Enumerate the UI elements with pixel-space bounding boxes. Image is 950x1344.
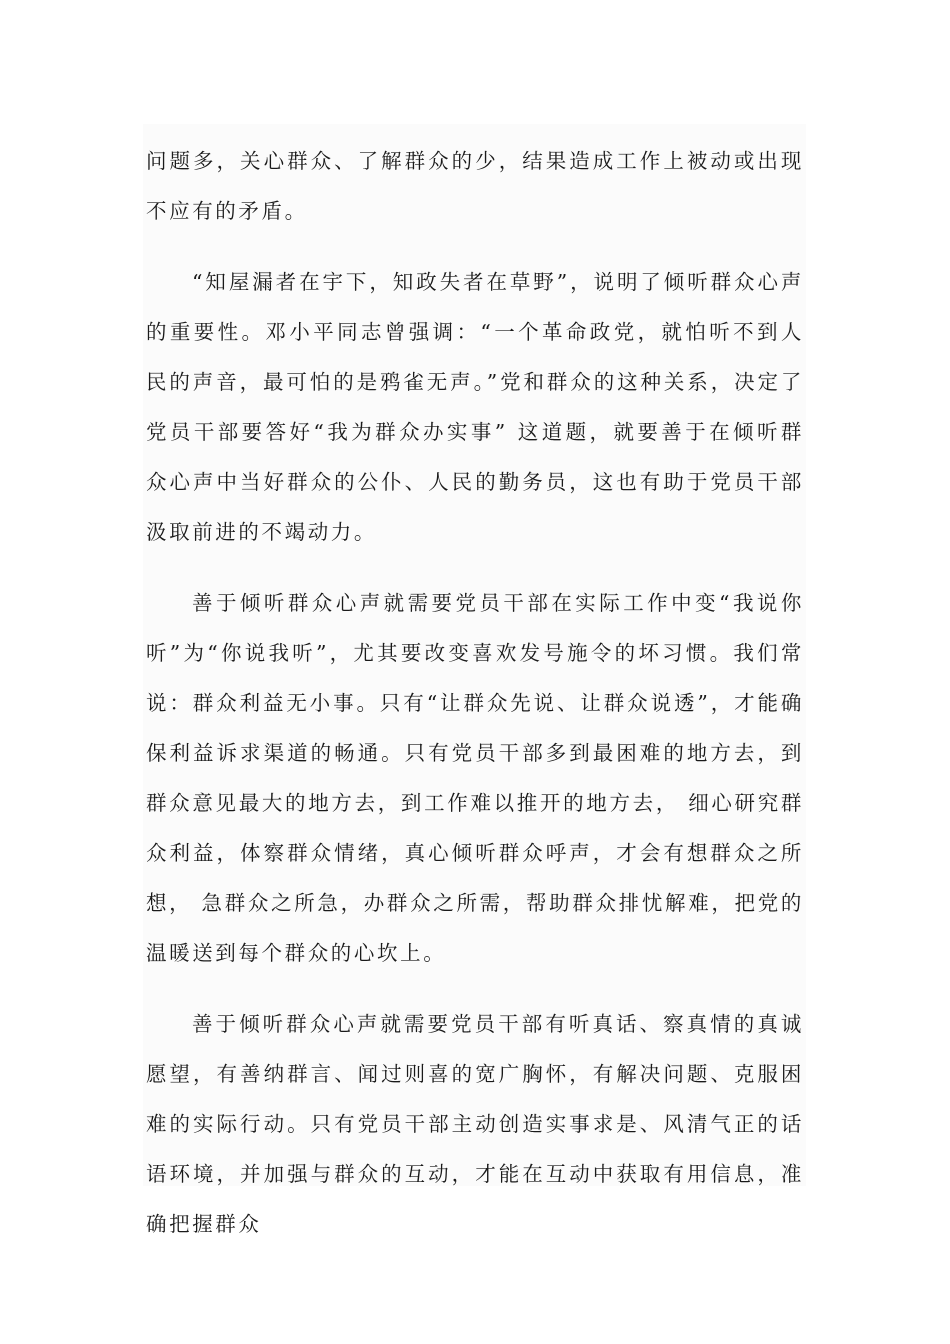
paragraph-3: 善于倾听群众心声就需要党员干部在实际工作中变“我说你听”为“你说我听”，尤其要改变喜欢发号施令的坏习惯。我们常说：群众利益无小事。只有“让群众先说、让群众说透”，才能确保利益诉求渠道的畅通。只有党员干部多到最困难的地方去，到群众意见最大的地方去，到工作难以推开的地方去， 细心研究群众利益，体察群众情绪，真心倾听群众呼声，才会有想群众之所想， 急群众之所急，办群众之所需，帮助群众排忧解难，把党的温暖送到每个群众的心坎上。: [146, 591, 804, 965]
paragraph-1: 问题多，关心群众、了解群众的少，结果造成工作上被动或出现不应有的矛盾。: [146, 149, 804, 223]
paragraph-2: “知屋漏者在宇下，知政失者在草野”，说明了倾听群众心声的重要性。邓小平同志曾强调：“一个革命政党，就怕听不到人民的声音，最可怕的是鸦雀无声。”党和群众的这种关系，决定了党员干部要答好“我为群众办实事” 这道题，就要善于在倾听群众心声中当好群众的公仆、人民的勤务员，这也有助于党员干部汲取前进的不竭动力。: [146, 270, 804, 544]
paragraph-4: 善于倾听群众心声就需要党员干部有听真话、察真情的真诚愿望，有善纳群言、闻过则喜的宽广胸怀，有解决问题、克服困难的实际行动。只有党员干部主动创造实事求是、风清气正的话语环境，并加强与群众的互动，才能在互动中获取有用信息，准确把握群众: [146, 1012, 804, 1236]
document-body: [143, 124, 806, 1236]
